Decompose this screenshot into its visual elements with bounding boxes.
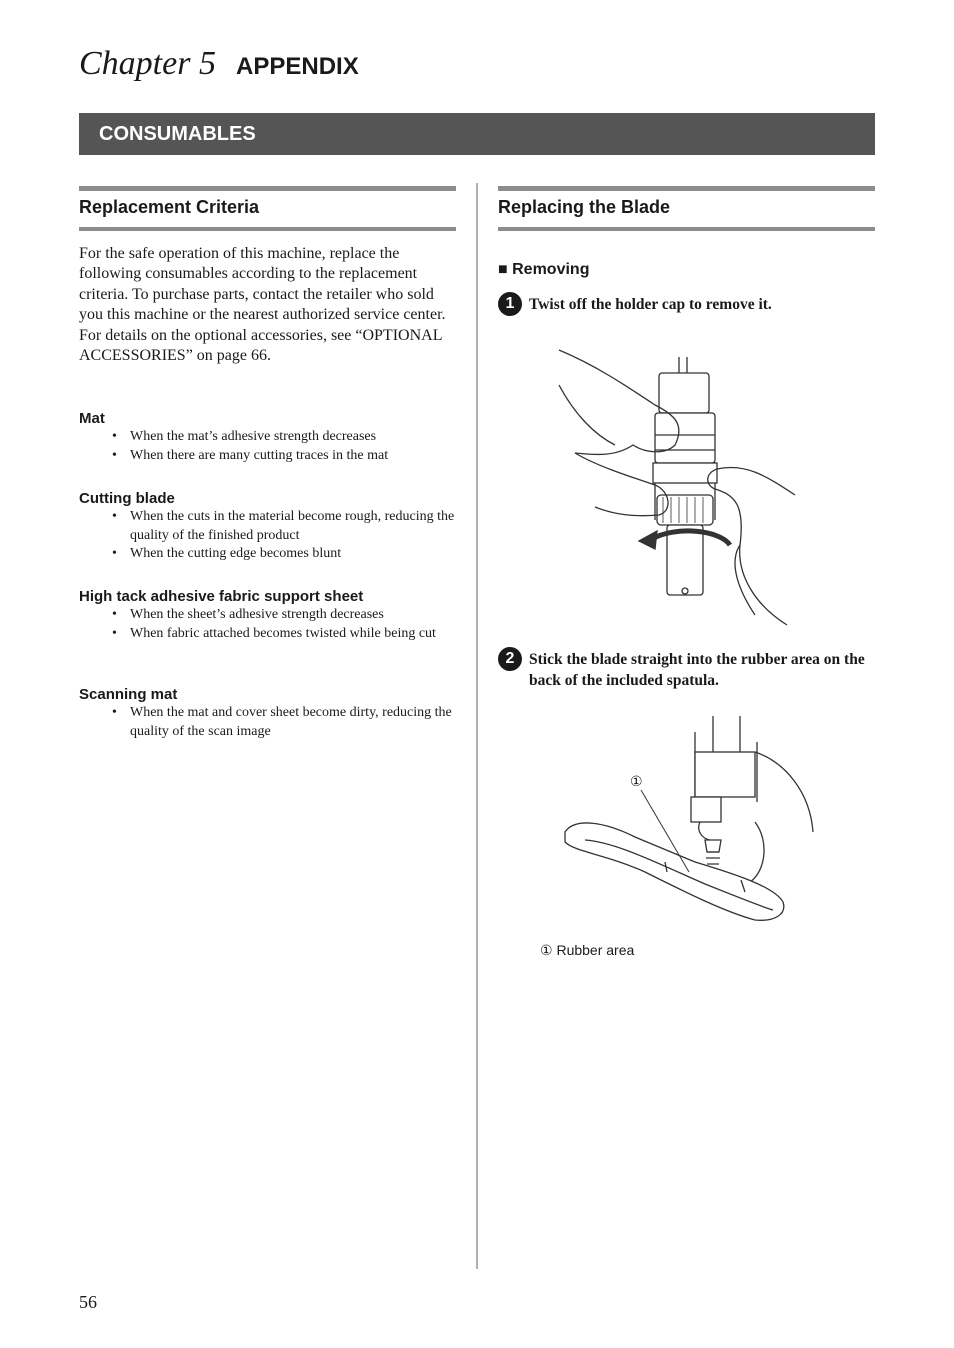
left-section-heading: Replacement Criteria (79, 197, 260, 217)
twist-cap-illustration (555, 345, 795, 630)
spatula-blade-illustration (555, 712, 820, 927)
step-number-1: 1 (498, 292, 522, 316)
list-item: • When the mat’s adhesive strength decreases (79, 428, 456, 447)
left-heading-bottom-rule (79, 227, 456, 231)
caption-text: Rubber area (556, 942, 635, 958)
chapter-label: Chapter 5 (79, 45, 216, 82)
list-item: • When the cutting edge becomes blunt (79, 545, 456, 564)
list-item: • When the cuts in the material become rough, reducing the quality of the finished product (79, 508, 456, 545)
group-scanning-mat (79, 685, 457, 741)
removing-subheading (498, 260, 589, 280)
figure-caption (540, 941, 634, 959)
group-title: Mat (79, 410, 105, 427)
removing-label: Removing (512, 261, 590, 278)
right-heading-top-rule (498, 186, 875, 191)
list-item: • When there are many cutting traces in the mat (79, 447, 456, 466)
group-mat (79, 409, 457, 465)
section-banner (79, 113, 875, 155)
group-fabric-sheet (79, 587, 457, 643)
group-title: High tack adhesive fabric support sheet (79, 588, 364, 605)
step-2-text: Stick the blade straight into the rubber area on the back of the included spatula. (529, 651, 865, 689)
callout-marker: ① (630, 773, 643, 789)
banner-title: CONSUMABLES (99, 123, 256, 145)
caption-marker: ① (540, 942, 553, 958)
intro-paragraph: For the safe operation of this machine, replace the following consumables according to the replacement criteria. To purchase parts, contact the retailer who sold you this machine or the nearest authorized service center. For details on the optional accessories, see “OPTIONAL ACCESSORIES” on page 66. (79, 245, 446, 365)
square-bullet-icon: ■ (498, 261, 508, 278)
step-1-text: Twist off the holder cap to remove it. (529, 296, 772, 313)
page-number: 56 (79, 1292, 97, 1312)
left-heading-top-rule (79, 186, 456, 191)
step-number-2: 2 (498, 647, 522, 671)
right-heading-bottom-rule (498, 227, 875, 231)
group-cutting-blade (79, 489, 457, 564)
list-item: • When fabric attached becomes twisted while being cut (79, 625, 456, 644)
list-item: • When the sheet’s adhesive strength decreases (79, 606, 456, 625)
right-section-heading: Replacing the Blade (498, 197, 671, 217)
list-item: • When the mat and cover sheet become dirty, reducing the quality of the scan image (79, 704, 456, 741)
group-title: Cutting blade (79, 490, 175, 507)
column-divider (476, 183, 478, 1269)
group-title: Scanning mat (79, 686, 178, 703)
chapter-title: APPENDIX (236, 53, 359, 80)
